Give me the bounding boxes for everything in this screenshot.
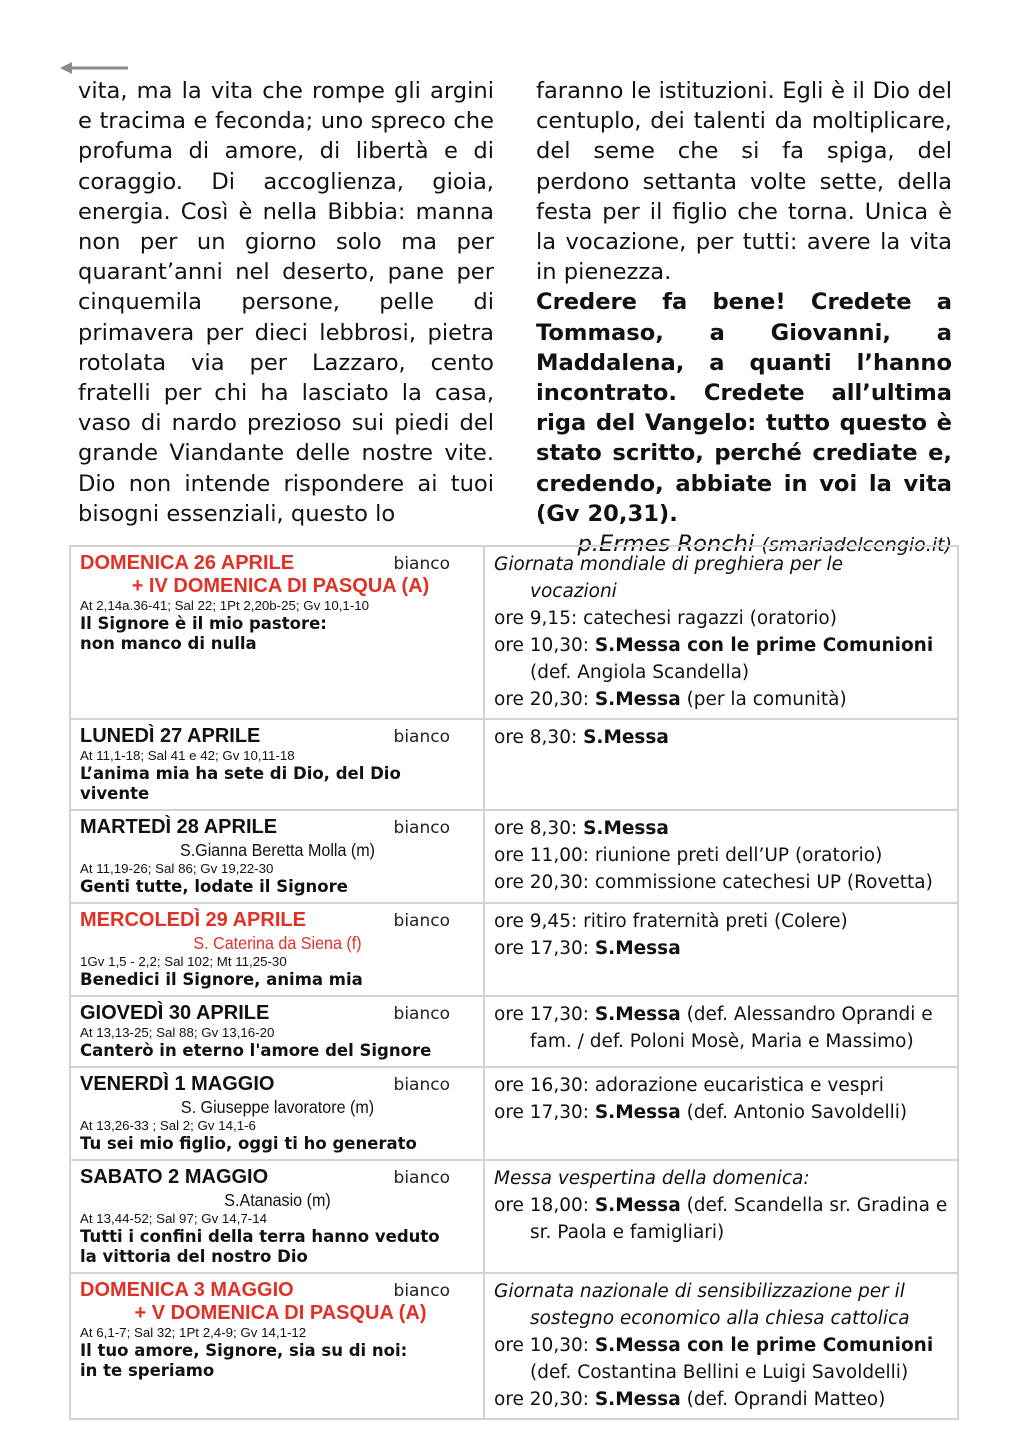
article-author: p.Ermes Ronchi (577, 531, 755, 558)
event-line (494, 935, 949, 962)
day-info-cell (70, 719, 484, 810)
day-info-cell (70, 1160, 484, 1273)
event-label: ore 8,30: (494, 727, 584, 748)
events-cell (484, 546, 958, 719)
liturgical-color: bianco (393, 554, 450, 574)
event-line (494, 869, 949, 896)
day-header (80, 1165, 475, 1189)
article-right-column (536, 76, 952, 560)
day-name: MARTEDÌ 28 APRILE (80, 816, 278, 838)
calendar-row (70, 810, 958, 903)
calendar-row (70, 903, 958, 996)
event-line (494, 842, 949, 869)
event-label: ore 8,30: (494, 818, 584, 839)
event-line (494, 1001, 949, 1028)
psalm-response: Canterò in eterno l'amore del Signore (80, 1041, 432, 1060)
event-line (494, 1099, 949, 1126)
day-header (80, 908, 475, 932)
event-label: ore 17,30: (494, 1004, 595, 1025)
event-label: ore 16,30: (494, 1075, 595, 1096)
article-right-text: faranno le istituzioni. Egli è il Dio del centuplo, dei talenti da moltiplicare, del seme che si fa spiga, del perdono settanta volte sette, della festa per il figlio che torna. Unica è la vocazione, per tutti: avere la vita in pienezza. (536, 78, 952, 286)
calendar-row (70, 1160, 958, 1273)
readings: At 11,1-18; Sal 41 e 42; Gv 10,11-18 (80, 748, 295, 763)
feast-name: + V DOMENICA DI PASQUA (A) (134, 1302, 427, 1324)
day-info-cell (70, 546, 484, 719)
readings: At 6,1-7; Sal 32; 1Pt 2,4-9; Gv 14,1-12 (80, 1325, 307, 1340)
event-line (494, 686, 949, 713)
day-name: LUNEDÌ 27 APRILE (80, 725, 261, 747)
calendar-row (70, 719, 958, 810)
event-label: Giornata nazionale di sensibilizzazione per il (494, 1281, 905, 1302)
event-label: (def. Costantina Bellini e Luigi Savoldelli) (530, 1362, 909, 1383)
psalm-response: Tu sei mio figlio, oggi ti ho generato (80, 1134, 417, 1153)
day-header (80, 1072, 475, 1096)
event-detail: (def. Oprandi Matteo) (680, 1389, 886, 1410)
event-label: Messa vespertina della domenica: (494, 1168, 810, 1189)
event-mass: S.Messa con le prime Comunioni (594, 1335, 934, 1356)
event-label: ore 17,30: (494, 938, 595, 959)
day-header (80, 1001, 475, 1025)
day-info-cell (70, 903, 484, 996)
calendar-row (70, 996, 958, 1067)
event-line (494, 1165, 949, 1192)
article-source: (smariadelcengio.it) (761, 534, 952, 557)
event-label: ore 10,30: (494, 635, 595, 656)
back-arrow-icon (60, 60, 130, 76)
event-mass: S.Messa (594, 1389, 681, 1410)
events-cell (484, 996, 958, 1067)
readings: At 13,26-33 ; Sal 2; Gv 14,1-6 (80, 1118, 256, 1133)
calendar-row (70, 1273, 958, 1419)
feast-name: S. Caterina da Siena (f) (193, 933, 362, 953)
event-line (494, 1028, 949, 1055)
psalm-response: non manco di nulla (80, 634, 257, 653)
psalm-response: Genti tutte, lodate il Signore (80, 877, 348, 896)
psalm-response: la vittoria del nostro Dio (80, 1247, 308, 1266)
events-cell (484, 1160, 958, 1273)
article-columns (78, 76, 952, 560)
psalm-response: Benedici il Signore, anima mia (80, 970, 363, 989)
event-label: ore 20,30: (494, 1389, 595, 1410)
events-cell (484, 1273, 958, 1419)
readings: At 11,19-26; Sal 86; Gv 19,22-30 (80, 861, 274, 876)
day-info-cell (70, 1273, 484, 1419)
event-detail: adorazione eucaristica e vespri (594, 1075, 884, 1096)
event-line (494, 1305, 949, 1332)
liturgical-color: bianco (393, 727, 450, 747)
liturgical-color: bianco (393, 1168, 450, 1188)
event-mass: S.Messa con le prime Comunioni (594, 635, 934, 656)
event-line (494, 1359, 949, 1386)
events-cell (484, 1067, 958, 1160)
event-mass: S.Messa (583, 727, 669, 748)
event-detail: riunione preti dell’UP (oratorio) (594, 845, 883, 866)
day-name: SABATO 2 MAGGIO (80, 1166, 269, 1188)
event-line (494, 1192, 949, 1219)
feast-name: + IV DOMENICA DI PASQUA (A) (131, 575, 430, 597)
readings: At 2,14a.36-41; Sal 22; 1Pt 2,20b-25; Gv 10,1-10 (80, 598, 370, 613)
day-name: GIOVEDÌ 30 APRILE (80, 1002, 270, 1024)
event-label: ore 20,30: (494, 689, 595, 710)
liturgical-calendar-table (69, 545, 959, 1420)
event-mass: S.Messa (594, 938, 681, 959)
psalm-response: L’anima mia ha sete di Dio, del Dio vivente (80, 764, 401, 803)
event-mass: S.Messa (594, 1102, 681, 1123)
event-detail: ritiro fraternità preti (Colere) (583, 911, 848, 932)
readings: At 13,13-25; Sal 88; Gv 13,16-20 (80, 1025, 275, 1040)
event-detail: (def. Scandella sr. Gradina e (680, 1195, 948, 1216)
event-label: Giornata mondiale di preghiera per le (494, 554, 844, 575)
event-mass: S.Messa (594, 689, 681, 710)
readings: At 13,44-52; Sal 97; Gv 14,7-14 (80, 1211, 268, 1226)
day-header (80, 815, 475, 839)
events-cell (484, 810, 958, 903)
article-left-column (78, 76, 494, 560)
event-label: vocazioni (530, 581, 617, 602)
event-label: ore 9,45: (494, 911, 584, 932)
event-detail: catechesi ragazzi (oratorio) (583, 608, 837, 629)
event-label: ore 20,30: (494, 872, 595, 893)
article-bold-text: Credere fa bene! Credete a Tommaso, a Giovanni, a Maddalena, a quanti l’hanno incontrato. Credete all’ultima riga del Vangelo: tutto questo è stato scritto, perché crediate e, credendo, abbiate in voi la vita (Gv 20,31). (536, 289, 952, 527)
liturgical-color: bianco (393, 911, 450, 931)
article-left-text: vita, ma la vita che rompe gli argini e tracima e feconda; uno spreco che profuma di amore, di libertà e di coraggio. Di accoglienza, gioia, energia. Così è nella Bibbia: manna non per un giorno solo ma per quarant’anni nel deserto, pane per cinquemila persone, pelle di primavera per dieci lebbrosi, pietra rotolata via per Lazzaro, cento fratelli per chi ha lasciato la casa, vaso di nardo prezioso sui piedi del grande Viandante delle nostre vite. Dio non intende rispondere ai tuoi bisogni essenziali, questo lo (78, 78, 494, 527)
day-header (80, 551, 475, 575)
calendar-row (70, 546, 958, 719)
psalm-response: in te speriamo (80, 1361, 215, 1380)
liturgical-color: bianco (393, 1004, 450, 1024)
readings: 1Gv 1,5 - 2,2; Sal 102; Mt 11,25-30 (80, 954, 287, 969)
event-line (494, 1278, 949, 1305)
event-detail: (per la comunità) (680, 689, 847, 710)
events-cell (484, 719, 958, 810)
liturgical-color: bianco (393, 1281, 450, 1301)
event-label: ore 17,30: (494, 1102, 595, 1123)
day-info-cell (70, 810, 484, 903)
event-label: sr. Paola e famigliari) (530, 1222, 725, 1243)
event-line (494, 908, 949, 935)
event-mass: S.Messa (594, 1004, 681, 1025)
day-info-cell (70, 996, 484, 1067)
feast-name: S.Atanasio (m) (224, 1190, 331, 1210)
day-header (80, 1278, 475, 1302)
event-detail: commissione catechesi UP (Rovetta) (594, 872, 933, 893)
event-line (494, 551, 949, 578)
event-label: (def. Angiola Scandella) (530, 662, 750, 683)
calendar-row (70, 1067, 958, 1160)
event-label: fam. / def. Poloni Mosè, Maria e Massimo) (530, 1031, 914, 1052)
event-label: ore 18,00: (494, 1195, 595, 1216)
liturgical-color: bianco (393, 1075, 450, 1095)
day-header (80, 724, 475, 748)
event-line (494, 724, 949, 751)
event-mass: S.Messa (583, 818, 669, 839)
event-label: ore 9,15: (494, 608, 584, 629)
day-info-cell (70, 1067, 484, 1160)
psalm-response: Tutti i confini della terra hanno veduto (80, 1227, 440, 1246)
psalm-response: Il Signore è il mio pastore: (80, 614, 327, 633)
liturgical-color: bianco (393, 818, 450, 838)
event-mass: S.Messa (594, 1195, 681, 1216)
psalm-response: Il tuo amore, Signore, sia su di noi: (80, 1341, 408, 1360)
day-name: MERCOLEDÌ 29 APRILE (80, 909, 306, 931)
event-line (494, 659, 949, 686)
event-line (494, 605, 949, 632)
event-detail: (def. Alessandro Oprandi e (680, 1004, 933, 1025)
day-name: VENERDÌ 1 MAGGIO (80, 1073, 275, 1095)
event-line (494, 578, 949, 605)
event-line (494, 1332, 949, 1359)
feast-name: S. Giuseppe lavoratore (m) (180, 1097, 375, 1117)
day-name: DOMENICA 26 APRILE (80, 552, 295, 574)
events-cell (484, 903, 958, 996)
event-label: ore 11,00: (494, 845, 595, 866)
event-line (494, 1219, 949, 1246)
event-line (494, 632, 949, 659)
event-label: ore 10,30: (494, 1335, 595, 1356)
event-line (494, 1386, 949, 1413)
event-detail: (def. Antonio Savoldelli) (680, 1102, 908, 1123)
event-line (494, 1072, 949, 1099)
feast-name: S.Gianna Beretta Molla (m) (179, 840, 376, 860)
event-label: sostegno economico alla chiesa cattolica (530, 1308, 910, 1329)
day-name: DOMENICA 3 MAGGIO (80, 1279, 294, 1301)
event-line (494, 815, 949, 842)
